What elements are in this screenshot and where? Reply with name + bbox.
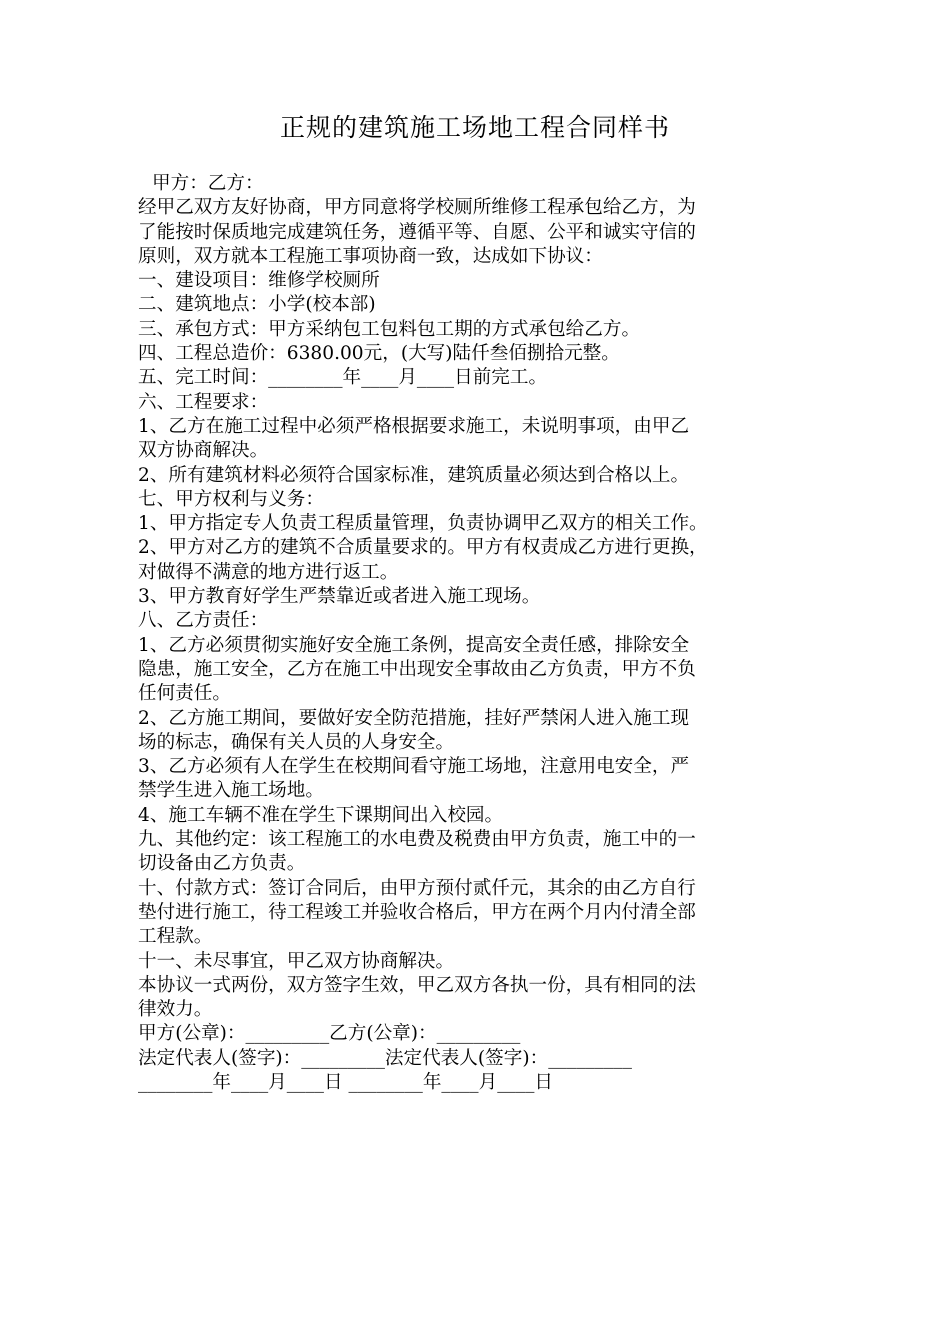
section-heading: 七、甲方权利与义务： xyxy=(138,488,324,510)
paragraph-line: 经甲乙双方友好协商，甲方同意将学校厕所维修工程承包给乙方，为 xyxy=(138,197,696,219)
paragraph-line: 2、乙方施工期间，要做好安全防范措施，挂好严禁闲人进入施工现 xyxy=(138,707,690,729)
paragraph-line: 本协议一式两份，双方签字生效，甲乙双方各执一份，具有相同的法 xyxy=(138,974,696,996)
paragraph-line: 场的标志，确保有关人员的人身安全。 xyxy=(138,731,455,753)
paragraph-line: 律效力。 xyxy=(138,999,213,1021)
paragraph-line: 隐患，施工安全，乙方在施工中出现安全事故由乙方负责，甲方不负 xyxy=(138,658,696,680)
paragraph-line: 了能按时保质地完成建筑任务，遵循平等、自愿、公平和诚实守信的 xyxy=(138,221,696,243)
paragraph-line: 1、乙方在施工过程中必须严格根据要求施工，未说明事项，由甲乙 xyxy=(138,415,690,437)
paragraph-line: 2、所有建筑材料必须符合国家标准，建筑质量必须达到合格以上。 xyxy=(138,464,690,486)
clause-line: 十一、未尽事宜，甲乙双方协商解决。 xyxy=(138,950,455,972)
clause-line: 二、建筑地点：小学(校本部) xyxy=(138,294,376,316)
clause-line: 十、付款方式：签订合同后，由甲方预付贰仟元，其余的由乙方自行 xyxy=(138,877,696,899)
paragraph-line: 任何责任。 xyxy=(138,683,231,705)
document-title: 正规的建筑施工场地工程合同样书 xyxy=(279,113,670,142)
paragraph-line: 4、施工车辆不准在学生下课期间出入校园。 xyxy=(138,804,504,826)
signature-seal-line: 甲方(公章)：_________乙方(公章)：_________ xyxy=(138,1023,521,1045)
paragraph-line: 3、甲方教育好学生严禁靠近或者进入施工现场。 xyxy=(138,586,541,608)
paragraph-line: 禁学生进入施工场地。 xyxy=(138,780,324,802)
party-header-line: 甲方：乙方： xyxy=(152,173,264,194)
clause-line: 一、建设项目：维修学校厕所 xyxy=(138,270,380,292)
clause-line: 四、工程总造价：6380.00元，(大写)陆仟叁佰捌拾元整。 xyxy=(138,343,620,365)
paragraph-line: 3、乙方必须有人在学生在校期间看守施工场地，注意用电安全，严 xyxy=(138,756,690,778)
section-heading: 八、乙方责任： xyxy=(138,610,269,632)
signature-date-line: ________年____月____日 ________年____月____日 xyxy=(138,1071,553,1093)
paragraph-line: 对做得不满意的地方进行返工。 xyxy=(138,561,399,583)
signature-representative-line: 法定代表人(签字)：_________法定代表人(签字)：_________ xyxy=(138,1047,632,1069)
paragraph-line: 工程款。 xyxy=(138,926,213,948)
section-heading: 六、工程要求： xyxy=(138,391,269,413)
paragraph-line: 1、甲方指定专人负责工程质量管理，负责协调甲乙双方的相关工作。 xyxy=(138,513,708,535)
paragraph-line: 1、乙方必须贯彻实施好安全施工条例，提高安全责任感，排除安全 xyxy=(138,634,690,656)
paragraph-line: 2、甲方对乙方的建筑不合质量要求的。甲方有权责成乙方进行更换， xyxy=(138,537,708,559)
clause-line: 三、承包方式：甲方采纳包工包料包工期的方式承包给乙方。 xyxy=(138,318,641,340)
paragraph-line: 切设备由乙方负责。 xyxy=(138,853,306,875)
paragraph-line: 双方协商解决。 xyxy=(138,440,269,462)
clause-line: 九、其他约定：该工程施工的水电费及税费由甲方负责，施工中的一 xyxy=(138,829,696,851)
paragraph-line: 原则，双方就本工程施工事项协商一致，达成如下协议： xyxy=(138,245,603,267)
paragraph-line: 垫付进行施工，待工程竣工并验收合格后，甲方在两个月内付清全部 xyxy=(138,901,696,923)
contract-body xyxy=(138,172,838,1095)
clause-line: 五、完工时间：________年____月____日前完工。 xyxy=(138,367,548,389)
